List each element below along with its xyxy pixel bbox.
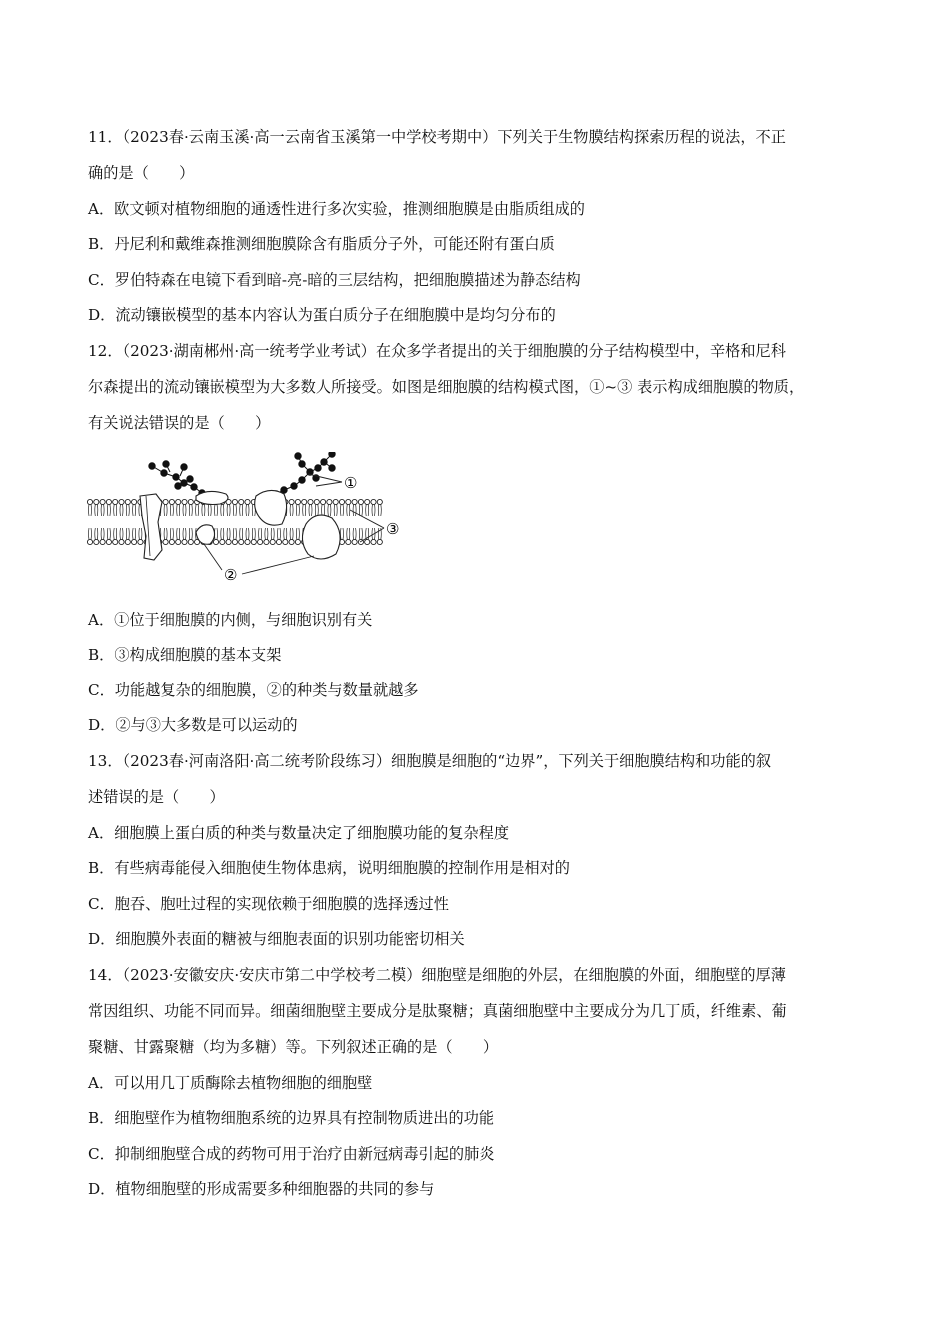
q13-stem-line2: 述错误的是（ ） [88, 788, 225, 806]
lipid-head [239, 499, 244, 516]
lipid-head [106, 499, 111, 516]
q12-stem-line2: 尔森提出的流动镶嵌模型为大多数人所接受。如图是细胞膜的结构模式图，①~③ 表示构成细胞膜的物质， [88, 378, 805, 396]
q14-option-d: D．植物细胞壁的形成需要多种细胞器的共同的参与 [88, 1180, 435, 1198]
q14-stem-line2: 常因组织、功能不同而异。细菌细胞壁主要成分是肽聚糖；真菌细胞壁中主要成分为几丁质，纤维素、葡 [88, 1002, 787, 1020]
lipid-head [339, 499, 344, 516]
lipid-head [182, 499, 187, 516]
lipid-head [176, 528, 181, 545]
lipid-head [308, 499, 313, 516]
lipid-head [100, 528, 105, 545]
lipid-head [169, 528, 174, 545]
q12-option-c: C．功能越复杂的细胞膜，②的种类与数量就越多 [88, 681, 419, 699]
lipid-head [333, 499, 338, 516]
lipid-head [289, 528, 294, 545]
q13-stem-line1: 13．（2023春·河南洛阳·高二统考阶段练习）细胞膜是细胞的“边界”，下列关于细胞膜结构和功能的叙 [88, 752, 772, 770]
lipid-head [163, 499, 168, 516]
large-protein [302, 515, 340, 559]
lipid-head [125, 528, 130, 545]
lipid-head [87, 499, 92, 516]
lipid-head [346, 528, 351, 545]
q14-option-b: B．细胞壁作为植物细胞系统的边界具有控制物质进出的功能 [88, 1109, 495, 1127]
q11-option-a: A．欧文顿对植物细胞的通透性进行多次实验，推测细胞膜是由脂质组成的 [88, 200, 585, 218]
lipid-head [270, 528, 275, 545]
lipid-head [188, 528, 193, 545]
q11-option-c: C．罗伯特森在电镜下看到暗-亮-暗的三层结构，把细胞膜描述为静态结构 [88, 271, 581, 289]
q13-option-c: C．胞吞、胞吐过程的实现依赖于细胞膜的选择透过性 [88, 895, 449, 913]
lipid-head [276, 528, 281, 545]
lipid-head [182, 528, 187, 545]
lipid-head [283, 528, 288, 545]
q14-option-c: C．抑制细胞壁合成的药物可用于治疗由新冠病毒引起的肺炎 [88, 1145, 495, 1163]
lipid-head [226, 528, 231, 545]
glycoprotein-chain [149, 452, 335, 497]
q13-option-d: D．细胞膜外表面的糖被与细胞表面的识别功能密切相关 [88, 930, 465, 948]
lipid-head [358, 528, 363, 545]
q12-option-b: B．③构成细胞膜的基本支架 [88, 646, 282, 664]
lipid-head [302, 499, 307, 516]
q12-option-d: D．②与③大多数是可以运动的 [88, 716, 298, 734]
lipid-head [289, 499, 294, 516]
lipid-head [220, 528, 225, 545]
lipid-head [295, 499, 300, 516]
lipid-head [321, 499, 326, 516]
lipid-head [119, 499, 124, 516]
lipid-head [264, 528, 269, 545]
q12-option-a: A．①位于细胞膜的内侧，与细胞识别有关 [88, 611, 373, 629]
label-1: ① [344, 474, 358, 492]
q12-stem-line1: 12．（2023·湖南郴州·高一统考学业考试）在众多学者提出的关于细胞膜的分子结构模型中，辛格和尼科 [88, 342, 786, 360]
lipid-head [163, 528, 168, 545]
lipid-head [226, 499, 231, 516]
lipid-head [113, 499, 118, 516]
embedded-protein [255, 490, 287, 525]
lipid-head [251, 528, 256, 545]
lipid-head [113, 528, 118, 545]
lipid-head [377, 499, 382, 516]
label-2: ② [224, 566, 238, 584]
lipid-head [132, 528, 137, 545]
lipid-head [245, 499, 250, 516]
lipid-head [87, 528, 92, 545]
lipid-head [106, 528, 111, 545]
lipid-head [132, 499, 137, 516]
q14-stem-line1: 14．（2023·安徽安庆·安庆市第二中学校考二模）细胞壁是细胞的外层，在细胞膜的外面，细胞壁的厚薄 [88, 966, 786, 984]
q13-option-a: A．细胞膜上蛋白质的种类与数量决定了细胞膜功能的复杂程度 [88, 824, 510, 842]
lipid-head [125, 499, 130, 516]
lipid-head [314, 499, 319, 516]
lipid-head [327, 499, 332, 516]
q13-option-b: B．有些病毒能侵入细胞使生物体患病，说明细胞膜的控制作用是相对的 [88, 859, 570, 877]
lipid-head [358, 499, 363, 516]
q11-stem-line2: 确的是（ ） [88, 164, 195, 182]
lipid-head [94, 528, 99, 545]
lipid-head [138, 528, 143, 545]
cell-membrane-diagram [84, 452, 414, 590]
lipid-head [239, 528, 244, 545]
lipid-head [100, 499, 105, 516]
peripheral-protein [196, 491, 228, 504]
lipid-head [365, 499, 370, 516]
lipid-head [346, 499, 351, 516]
lipid-head [94, 499, 99, 516]
label-3: ③ [386, 520, 400, 538]
lipid-head [176, 499, 181, 516]
lipid-head [295, 528, 300, 545]
q11-option-d: D．流动镶嵌模型的基本内容认为蛋白质分子在细胞膜中是均匀分布的 [88, 306, 556, 324]
transmembrane-protein [140, 494, 162, 560]
lipid-head [352, 528, 357, 545]
q11-stem-line1: 11．（2023春·云南玉溪·高一云南省玉溪第一中学校考期中）下列关于生物膜结构探索历程的说法，不正 [88, 128, 786, 146]
q11-option-b: B．丹尼利和戴维森推测细胞膜除含有脂质分子外，可能还附有蛋白质 [88, 235, 555, 253]
lipid-head [188, 499, 193, 516]
lipid-head [232, 499, 237, 516]
lipid-head [371, 499, 376, 516]
lipid-head [119, 528, 124, 545]
lipid-head [232, 528, 237, 545]
lipid-head [258, 528, 263, 545]
lipid-head [169, 499, 174, 516]
lipid-head [371, 528, 376, 545]
lipid-head [245, 528, 250, 545]
q14-stem-line3: 聚糖、甘露聚糖（均为多糖）等。下列叙述正确的是（ ） [88, 1038, 499, 1056]
q12-stem-line3: 有关说法错误的是（ ） [88, 414, 271, 432]
q14-option-a: A．可以用几丁质酶除去植物细胞的细胞壁 [88, 1074, 373, 1092]
